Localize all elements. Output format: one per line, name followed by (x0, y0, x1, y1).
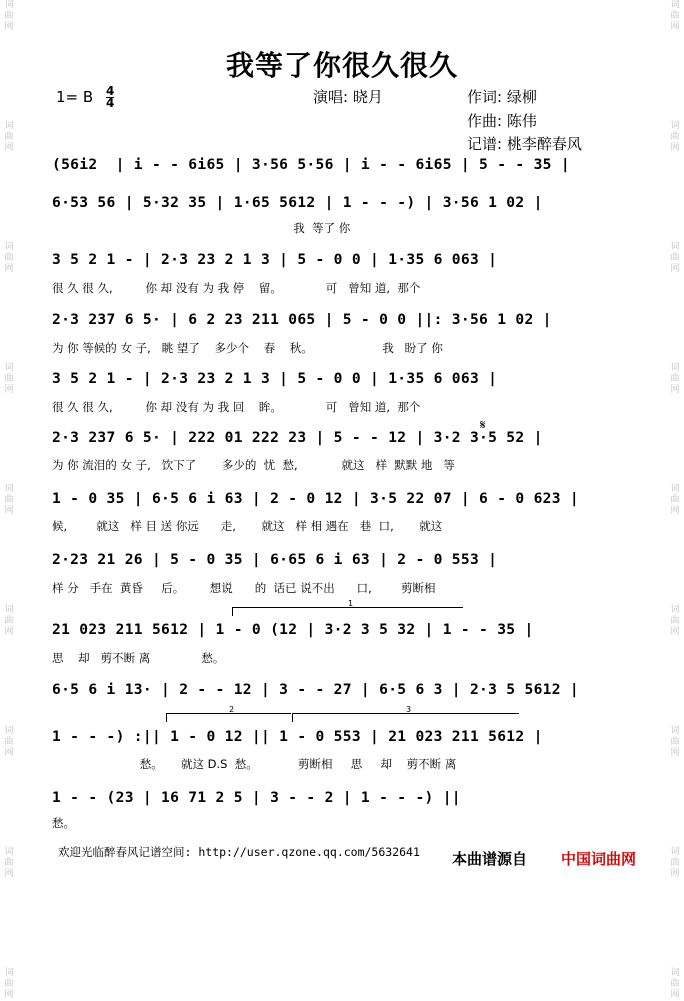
music-line: 1 - - (23 | 16 71 2 5 | 3 - - 2 | 1 - - -) || (52, 789, 461, 806)
watermark-text: 词曲网 (4, 605, 14, 637)
lyric-line: 愁。 就这 D.S 愁。 剪断相 思 却 剪不断 离 (52, 757, 457, 771)
watermark-text: 词曲网 (670, 605, 680, 637)
watermark-text: 词曲网 (670, 363, 680, 395)
watermark-text: 词曲网 (670, 726, 680, 758)
watermark-text: 词曲网 (670, 847, 680, 879)
lyricist-credit: 作词: 绿柳 (467, 88, 537, 106)
watermark-text: 词曲网 (4, 968, 14, 1000)
music-line: 1 - - -) :|| 1 - 0 12 || 1 - 0 553 | 21 023 211 5612 | (52, 728, 543, 745)
footer-welcome: 欢迎光临醉春风记谱空间: http://user.qzone.qq.com/5632641 (58, 845, 420, 859)
music-line: (56i2 | i - - 6i65 | 3·56 5·56 | i - - 6i65 | 5 - - 35 | (52, 156, 570, 173)
lyric-line: 很 久 很 久, 你 却 没有 为 我 停 留。 可 曾知 道, 那个 (52, 281, 421, 295)
footer-source: 本曲谱源自 (452, 850, 528, 868)
music-line: 21 023 211 5612 | 1 - 0 (12 | 3·2 3 5 32 | 1 - - 35 | (52, 621, 534, 638)
lyric-line: 样 分 手在 黄昏 后。 想说 的 话已 说不出 口, 剪断相 (52, 581, 436, 595)
music-line: 2·23 21 26 | 5 - 0 35 | 6·65 6 i 63 | 2 - 0 553 | (52, 551, 498, 568)
music-line: 6·5 6 i 13· | 2 - - 12 | 3 - - 27 | 6·5 6 3 | 2·3 5 5612 | (52, 681, 579, 698)
lyric-line: 思 却 剪不断 离 愁。 (52, 651, 225, 665)
watermark-text: 词曲网 (4, 726, 14, 758)
singer-credit: 演唱: 晓月 (313, 88, 383, 106)
segno-sign: 𝄋 (480, 418, 486, 433)
composer-credit: 作曲: 陈伟 (467, 112, 537, 130)
watermark-text: 词曲网 (670, 0, 680, 32)
music-line: 2·3 237 6 5· | 6 2 23 211 065 | 5 - 0 0 ||: 3·56 1 02 | (52, 311, 552, 328)
watermark-text: 词曲网 (670, 242, 680, 274)
watermark-text: 词曲网 (670, 121, 680, 153)
song-title: 我等了你很久很久 (225, 49, 458, 82)
lyric-line: 很 久 很 久, 你 却 没有 为 我 回 眸。 可 曾知 道, 那个 (52, 400, 421, 414)
music-line: 1 - 0 35 | 6·5 6 i 63 | 2 - 0 12 | 3·5 22 07 | 6 - 0 623 | (52, 490, 579, 507)
volta-label: 2 (229, 705, 235, 714)
watermark-text: 词曲网 (670, 484, 680, 516)
lyric-line: 候, 就这 样 目 送 你远 走, 就这 样 相 遇在 巷 口, 就这 (52, 519, 443, 533)
lyric-line: 我 等了 你 (52, 221, 351, 235)
lyric-line: 愁。 (52, 816, 75, 830)
time-sig-bottom: 4 (105, 96, 115, 110)
lyric-line: 为 你 等候的 女 子, 眺 望了 多少个 春 秋。 我 盼了 你 (52, 341, 443, 355)
music-line: 3 5 2 1 - | 2·3 23 2 1 3 | 5 - 0 0 | 1·35 6 063 | (52, 251, 498, 268)
watermark-text: 词曲网 (4, 121, 14, 153)
volta-label: 1 (348, 599, 354, 608)
music-line: 3 5 2 1 - | 2·3 23 2 1 3 | 5 - 0 0 | 1·35 6 063 | (52, 370, 498, 387)
lyric-line: 为 你 流泪的 女 子, 饮下了 多少的 忧 愁, 就这 样 默默 地 等 (52, 458, 455, 472)
watermark-text: 词曲网 (4, 0, 14, 32)
transcriber-credit: 记谱: 桃李醉春风 (467, 135, 582, 153)
watermark-text: 词曲网 (670, 968, 680, 1000)
time-sig-top: 4 (105, 84, 115, 98)
watermark-text: 词曲网 (4, 484, 14, 516)
volta-label: 3 (406, 705, 412, 714)
key-label: 1= B (56, 88, 94, 106)
footer-site-name[interactable]: 中国词曲网 (561, 850, 637, 868)
music-line: 6·53 56 | 5·32 35 | 1·65 5612 | 1 - - -) | 3·56 1 02 | (52, 194, 543, 211)
watermark-text: 词曲网 (4, 847, 14, 879)
watermark-text: 词曲网 (4, 242, 14, 274)
music-line: 2·3 237 6 5· | 222 01 222 23 | 5 - - 12 | 3·2 3·5 52 | (52, 429, 543, 446)
watermark-text: 词曲网 (4, 363, 14, 395)
